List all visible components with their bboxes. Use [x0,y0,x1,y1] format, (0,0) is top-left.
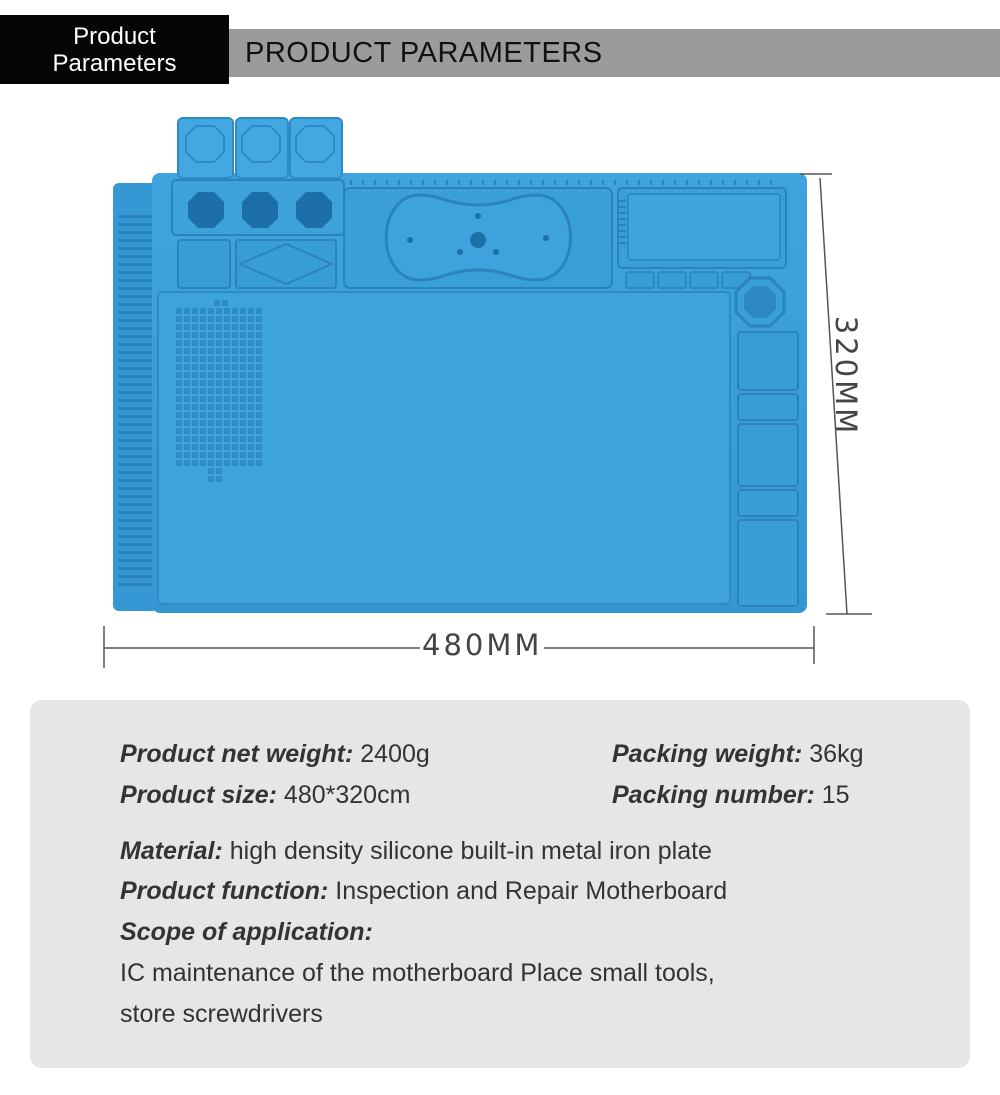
param-label: Product net weight: [120,740,354,768]
param-packing-weight [612,740,863,769]
param-label: Packing number: [612,781,815,809]
param-label: Product function: [120,877,329,905]
param-scope [120,918,373,947]
section-title-bar [229,29,1000,77]
param-material [120,837,712,866]
param-value: Inspection and Repair Motherboard [328,877,728,905]
param-scope-line1: IC maintenance of the motherboard Place small tools, [120,959,715,987]
param-value: 15 [814,781,850,809]
param-net-weight [120,740,430,769]
param-label: Product size: [120,781,277,809]
param-size [120,781,410,810]
parameters-panel [30,700,970,1068]
param-value: 480*320cm [276,781,411,809]
section-tag-line2: Parameters [52,49,177,77]
section-tag [0,15,229,84]
param-label: Scope of application: [120,918,373,946]
param-function [120,877,727,906]
param-value: 36kg [802,740,864,768]
height-dimension-label: 320MM [829,315,864,437]
param-value: 2400g [353,740,430,768]
width-dimension-label: 480MM [422,628,543,662]
param-packing-number [612,781,850,810]
section-title: PRODUCT PARAMETERS [245,36,603,69]
param-scope-line2: store screwdrivers [120,1000,323,1028]
param-label: Packing weight: [612,740,803,768]
section-tag-line1: Product [73,22,156,50]
param-value: high density silicone built-in metal iron plate [222,837,712,865]
param-label: Material: [120,837,223,865]
